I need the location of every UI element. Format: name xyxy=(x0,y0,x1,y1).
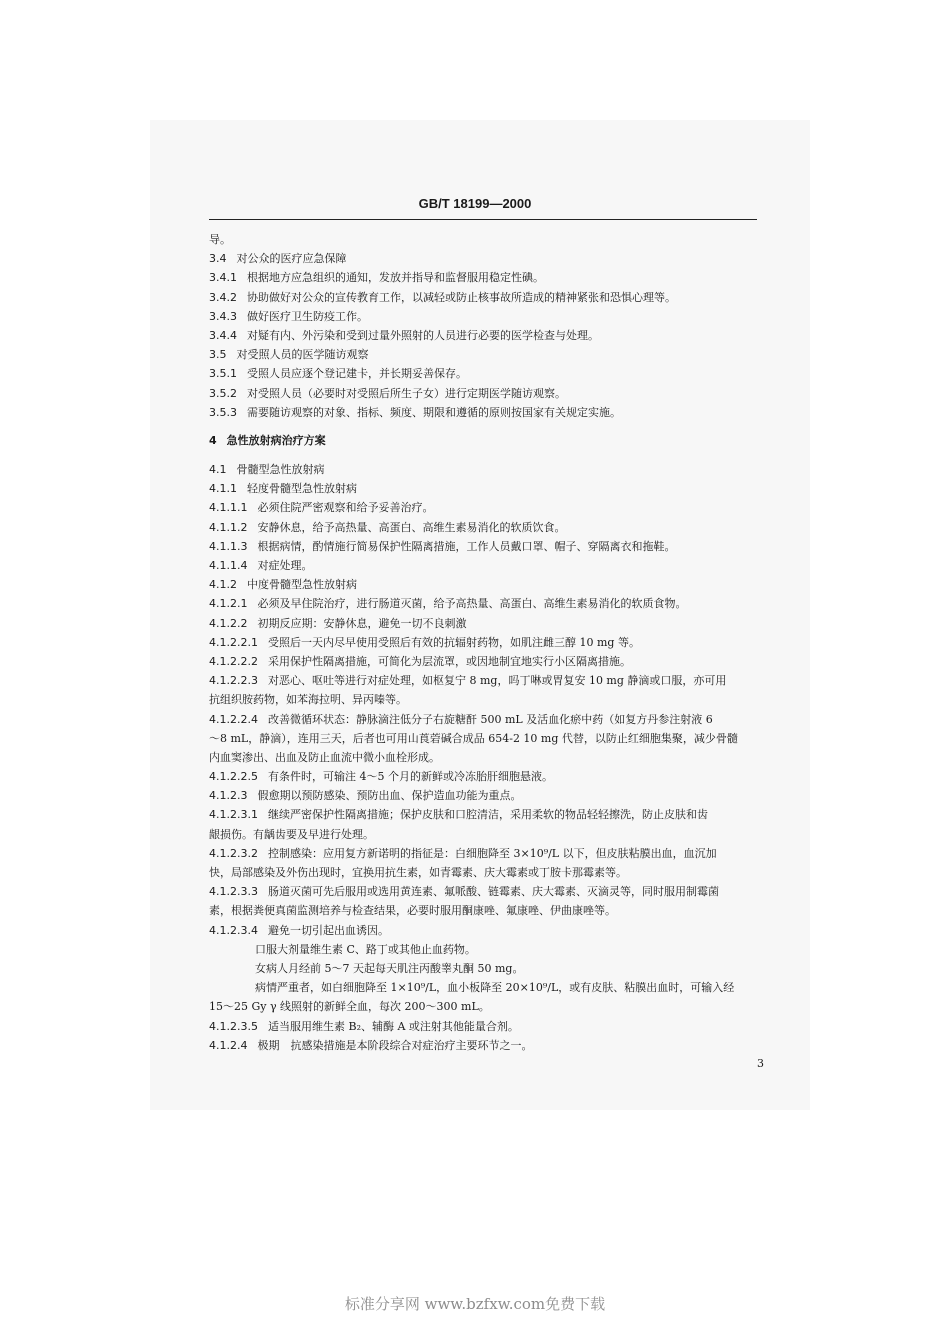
text-line xyxy=(209,652,757,671)
text-line xyxy=(209,940,757,959)
clause-number: 3.4.2 xyxy=(209,290,237,304)
text-line xyxy=(209,307,757,326)
clause-number: 4.1.1.1 xyxy=(209,501,248,515)
text-line xyxy=(209,748,757,767)
text-line xyxy=(209,671,757,690)
text-line xyxy=(209,633,757,652)
clause-number: 4.1.2.2.2 xyxy=(209,654,258,668)
clause-number: 4.1.2.3.1 xyxy=(209,808,258,822)
clause-text: 根据地方应急组织的通知，发放并指导和监督服用稳定性碘。 xyxy=(247,271,544,285)
text-line xyxy=(209,594,757,613)
clause-text: 急性放射病治疗方案 xyxy=(226,433,326,447)
clause-text: 做好医疗卫生防疫工作。 xyxy=(247,309,368,323)
clause-number: 4.1.2.1 xyxy=(209,597,248,611)
clause-number: 4.1.2.3.2 xyxy=(209,846,258,860)
clause-text: 继续严密保护性隔离措施；保护皮肤和口腔清洁，采用柔软的物品轻轻擦洗，防止皮肤和齿 xyxy=(267,808,708,822)
text-line xyxy=(209,518,757,537)
clause-text: ～8 mL，静滴），连用三天，后者也可用山莨菪碱合成品 654-2 10 mg 代替，以防止红细胞集聚，减少骨髓 xyxy=(209,731,738,745)
page-header: GB/T 18199—2000 xyxy=(418,196,532,211)
clause-number: 3.5.2 xyxy=(209,386,237,400)
clause-text: 极期 抗感染措施是本阶段综合对症治疗主要环节之一。 xyxy=(257,1038,533,1052)
clause-number: 4.1.2.3.4 xyxy=(209,923,258,937)
text-line xyxy=(209,537,757,556)
text-line xyxy=(209,479,757,498)
clause-text: 对受照人员的医学随访观察 xyxy=(236,348,369,362)
clause-number: 4.1.1.3 xyxy=(209,539,248,553)
clause-text: 对恶心、呕吐等进行对症处理，如枢复宁 8 mg，吗丁啉或胃复安 10 mg 静滴或口服，亦可用 xyxy=(267,674,727,688)
clause-text: 龈损伤。有龋齿要及早进行处理。 xyxy=(209,827,374,841)
clause-text: 受照后一天内尽早使用受照后有效的抗辐射药物，如肌注雌三醇 10 mg 等。 xyxy=(267,635,640,649)
text-line xyxy=(209,556,757,575)
text-line xyxy=(209,690,757,709)
text-line xyxy=(209,710,757,729)
clause-text: 必须及早住院治疗，进行肠道灭菌，给予高热量、高蛋白、高维生素易消化的软质食物。 xyxy=(257,597,687,611)
text-line xyxy=(209,959,757,978)
clause-text: 控制感染：应用复方新诺明的指征是：白细胞降至 3×10⁹/L 以下，但皮肤粘膜出血，血沉加 xyxy=(267,846,717,860)
clause-text: 有条件时，可输注 4～5 个月的新鲜或冷冻胎肝细胞悬液。 xyxy=(267,770,553,784)
clause-number: 3.4.3 xyxy=(209,309,237,323)
clause-number: 4.1.2.3.5 xyxy=(209,1019,258,1033)
text-line xyxy=(209,882,757,901)
clause-number: 4.1.2.3 xyxy=(209,789,248,803)
clause-number: 3.4.4 xyxy=(209,328,237,342)
clause-text: 受照人员应逐个登记建卡，并长期妥善保存。 xyxy=(247,367,467,381)
text-line xyxy=(209,575,757,594)
text-line xyxy=(209,921,757,940)
text-line xyxy=(209,825,757,844)
text-line xyxy=(209,498,757,517)
clause-text: 采用保护性隔离措施，可简化为层流罩，或因地制宜地实行小区隔离措施。 xyxy=(267,654,631,668)
clause-number: 4.1 xyxy=(209,463,227,477)
text-line xyxy=(209,364,757,383)
clause-text: 快，局部感染及外伤出现时，宜换用抗生素，如青霉素、庆大霉素或丁胺卡那霉素等。 xyxy=(209,866,627,879)
clause-number: 3.5.1 xyxy=(209,367,237,381)
clause-text: 病情严重者，如白细胞降至 1×10⁹/L，血小板降至 20×10⁹/L，或有皮肤、粘膜出血时，可输入经 xyxy=(255,981,735,995)
clause-text: 根据病情，酌情施行简易保护性隔离措施，工作人员戴口罩、帽子、穿隔离衣和拖鞋。 xyxy=(257,539,676,553)
text-line xyxy=(209,1036,757,1055)
text-line xyxy=(209,997,757,1016)
clause-number: 4.1.1.2 xyxy=(209,520,248,534)
clause-text: 避免一切引起出血诱因。 xyxy=(267,923,389,937)
clause-text: 导。 xyxy=(209,233,231,246)
text-line xyxy=(209,844,757,863)
text-line xyxy=(209,249,757,268)
clause-number: 4.1.2.2.4 xyxy=(209,712,258,726)
clause-text: 需要随访观察的对象、指标、频度、期限和遵循的原则按国家有关规定实施。 xyxy=(247,405,621,419)
text-line xyxy=(209,805,757,824)
clause-number: 4.1.1 xyxy=(209,482,237,496)
clause-text: 抗组织胺药物，如苯海拉明、异丙嗪等。 xyxy=(209,693,407,707)
watermark-text: 标准分享网 www.bzfxw.com免费下载 xyxy=(344,1295,606,1313)
clause-text: 肠道灭菌可先后服用或选用黄连素、氟哌酸、链霉素、庆大霉素、灭滴灵等，同时服用制霉菌 xyxy=(267,885,719,899)
clause-text: 改善微循环状态：静脉滴注低分子右旋糖酐 500 mL 及活血化瘀中药（如复方丹参注射液 6 xyxy=(267,712,713,726)
clause-text: 中度骨髓型急性放射病 xyxy=(247,578,357,592)
header-rule xyxy=(209,219,757,220)
text-line xyxy=(209,403,757,422)
page-number: 3 xyxy=(757,1057,764,1070)
text-line xyxy=(209,268,757,287)
clause-text: 适当服用维生素 B₂、辅酶 A 或注射其他能量合剂。 xyxy=(267,1019,519,1033)
clause-text: 女病人月经前 5～7 天起每天肌注丙酸睾丸酮 50 mg。 xyxy=(255,961,524,975)
clause-number: 3.5.3 xyxy=(209,405,237,419)
clause-number: 4.1.1.4 xyxy=(209,559,248,572)
text-line xyxy=(209,863,757,882)
clause-text: 初期反应期：安静休息，避免一切不良刺激 xyxy=(257,616,467,630)
text-line xyxy=(209,345,757,364)
text-line xyxy=(209,1017,757,1036)
clause-number: 4.1.2.4 xyxy=(209,1038,248,1052)
clause-number: 4.1.2.2 xyxy=(209,616,248,630)
clause-text: 骨髓型急性放射病 xyxy=(236,463,325,477)
clause-number: 4 xyxy=(209,433,217,447)
clause-number: 4.1.2 xyxy=(209,578,237,592)
text-line xyxy=(209,901,757,920)
clause-text: 安静休息，给予高热量、高蛋白、高维生素易消化的软质饮食。 xyxy=(257,520,566,534)
text-line xyxy=(209,767,757,786)
text-line xyxy=(209,230,757,249)
clause-text: 素，根据粪便真菌监测培养与检查结果，必要时服用酮康唑、氟康唑、伊曲康唑等。 xyxy=(209,904,616,918)
clause-text: 对公众的医疗应急保障 xyxy=(236,252,347,266)
clause-number: 3.5 xyxy=(209,348,227,362)
text-line xyxy=(209,729,757,748)
clause-number: 4.1.2.3.3 xyxy=(209,885,258,899)
text-line xyxy=(209,460,757,479)
clause-text: 对受照人员（必要时对受照后所生子女）进行定期医学随访观察。 xyxy=(247,386,566,400)
clause-number: 3.4.1 xyxy=(209,271,237,285)
clause-number: 3.4 xyxy=(209,252,227,266)
clause-number: 4.1.2.2.3 xyxy=(209,674,258,688)
clause-text: 对症处理。 xyxy=(257,559,313,572)
clause-text: 15～25 Gy γ 线照射的新鲜全血，每次 200～300 mL。 xyxy=(209,1000,490,1014)
text-line xyxy=(209,326,757,345)
clause-text: 假愈期以预防感染、预防出血、保护造血功能为重点。 xyxy=(257,789,522,803)
clause-number: 4.1.2.2.1 xyxy=(209,635,258,649)
text-line xyxy=(209,384,757,403)
text-line xyxy=(209,288,757,307)
clause-text: 协助做好对公众的宣传教育工作，以减轻或防止核事故所造成的精神紧张和恐惧心理等。 xyxy=(247,290,676,304)
clause-text: 轻度骨髓型急性放射病 xyxy=(247,482,357,496)
clause-text: 内血窦渗出、出血及防止血流中微小血栓形成。 xyxy=(209,750,440,764)
document-body xyxy=(209,230,757,1055)
clause-text: 对疑有内、外污染和受到过量外照射的人员进行必要的医学检查与处理。 xyxy=(247,328,599,342)
clause-number: 4.1.2.2.5 xyxy=(209,770,258,784)
text-line xyxy=(209,786,757,805)
section-heading xyxy=(209,431,757,450)
clause-text: 必须住院严密观察和给予妥善治疗。 xyxy=(257,501,434,515)
clause-text: 口服大剂量维生素 C、路丁或其他止血药物。 xyxy=(255,942,476,956)
text-line xyxy=(209,978,757,997)
text-line xyxy=(209,614,757,633)
